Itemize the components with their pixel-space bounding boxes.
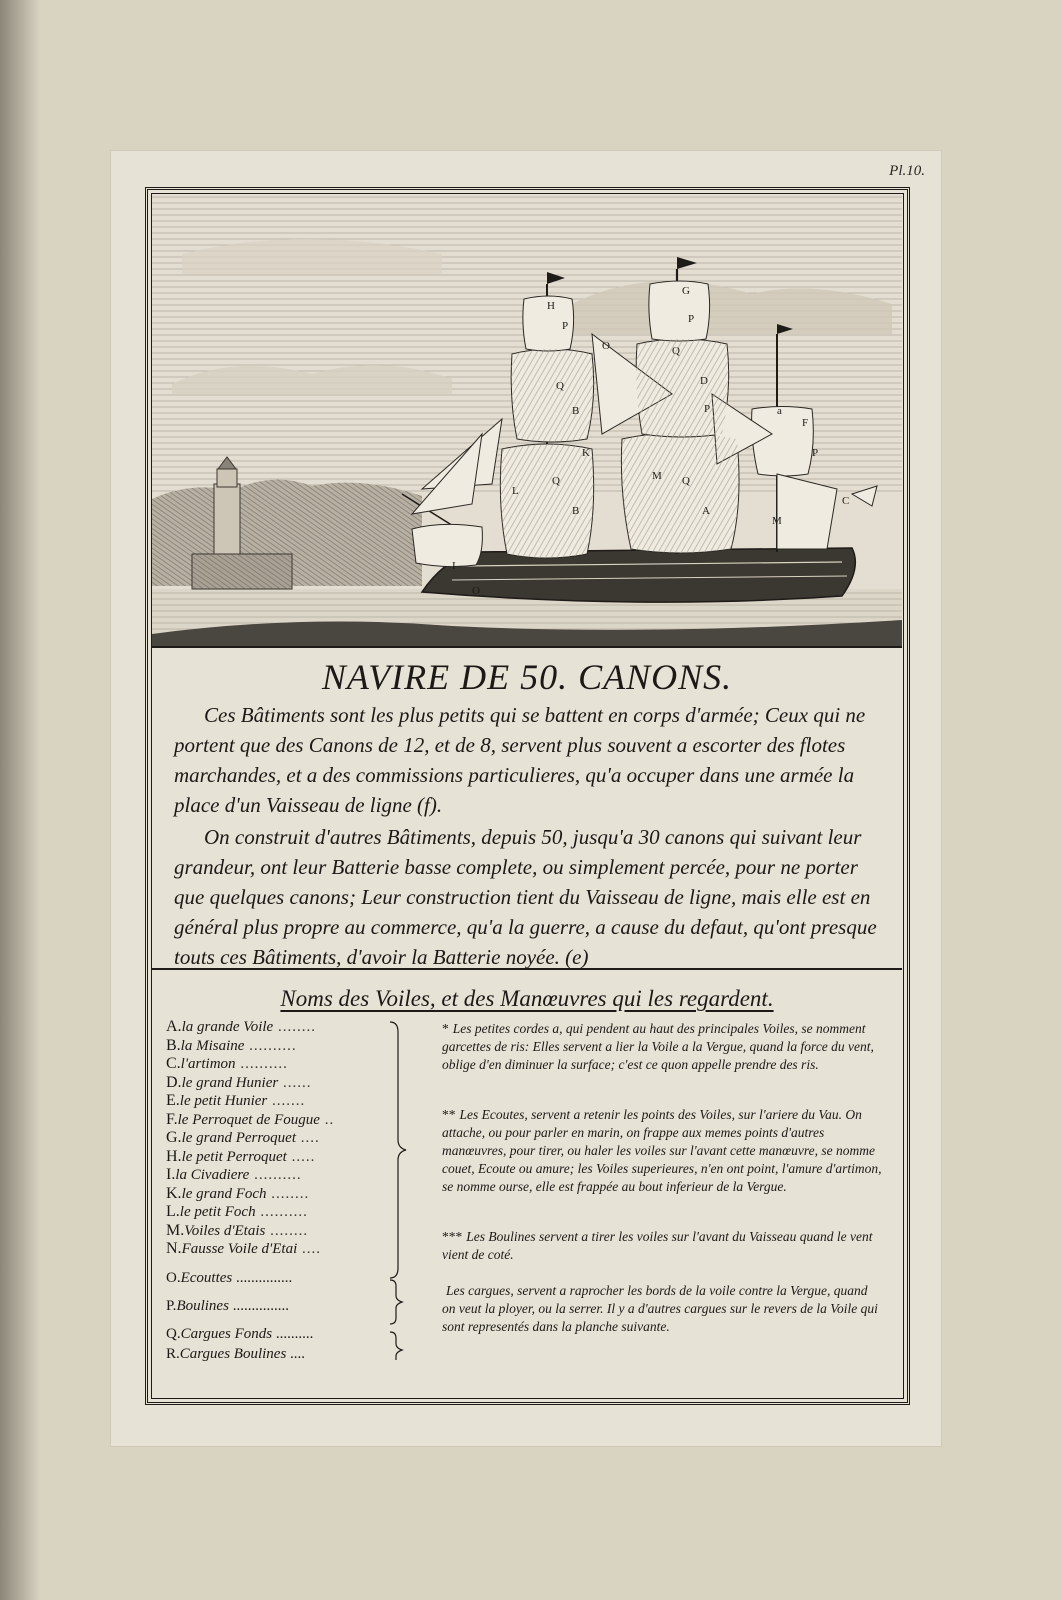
note-bowlines: *** Les Boulines servent a tirer les voiles sur l'avant du Vaisseau quand le vent vient de coté. xyxy=(442,1229,873,1262)
inner-frame xyxy=(151,193,904,1399)
svg-text:D: D xyxy=(700,375,708,387)
svg-text:Q: Q xyxy=(556,380,564,392)
svg-text:M: M xyxy=(652,470,662,482)
legend-item: F.le Perroquet de Fougue .. xyxy=(166,1110,335,1128)
legend-item: C.l'artimon .......... xyxy=(166,1055,288,1072)
description-panel xyxy=(152,648,902,970)
svg-text:L: L xyxy=(512,485,519,497)
ship-hull xyxy=(422,548,855,602)
svg-text:F: F xyxy=(802,417,809,429)
sail-spritsail xyxy=(412,524,482,566)
legend-item: O.Ecouttes ............... xyxy=(166,1270,293,1286)
sail-names-list xyxy=(166,1018,396,1259)
plate-number: Pl.10. xyxy=(889,163,925,179)
svg-text:P: P xyxy=(812,447,819,459)
legend-item: H.le petit Perroquet ..... xyxy=(166,1147,316,1165)
svg-text:A: A xyxy=(702,505,710,517)
legend-item: M.Voiles d'Etais ........ xyxy=(166,1221,309,1239)
svg-text:B: B xyxy=(572,405,580,417)
svg-text:I: I xyxy=(452,560,456,572)
engraved-plate xyxy=(110,150,942,1447)
legend-item: G.le grand Perroquet .... xyxy=(166,1129,320,1146)
legend-item: L.le petit Foch .......... xyxy=(166,1203,308,1220)
brace-connectors xyxy=(382,1020,422,1360)
svg-text:Q: Q xyxy=(672,345,680,357)
legend-item: B.la Misaine .......... xyxy=(166,1036,297,1054)
svg-text:M: M xyxy=(772,515,782,527)
legend-item: P.Boulines ............... xyxy=(166,1298,289,1314)
svg-text:a: a xyxy=(777,405,782,417)
svg-text:O: O xyxy=(602,340,610,352)
legend-item: A.la grande Voile ........ xyxy=(166,1018,316,1035)
svg-text:Q: Q xyxy=(552,475,560,487)
legend-item: D.le grand Hunier ...... xyxy=(166,1073,312,1091)
ship-illustration xyxy=(152,194,902,648)
svg-text:C: C xyxy=(842,495,850,507)
book-gutter-shadow xyxy=(0,0,40,1600)
ship-engraving xyxy=(152,194,902,646)
svg-text:P: P xyxy=(562,320,569,332)
svg-text:K: K xyxy=(582,447,590,459)
legend-item: K.le grand Foch ........ xyxy=(166,1184,310,1202)
svg-text:O: O xyxy=(472,585,480,597)
legend-item: E.le petit Hunier ....... xyxy=(166,1092,306,1109)
svg-text:P: P xyxy=(688,313,695,325)
description-paragraph: On construit d'autres Bâtiments, depuis 50, jusqu'a 30 canons qui suivant leur grandeur, ont leur Batterie basse complete, ou simplement percée, pour ne porter que quelques canons; Leur construction tient du Vaisseau de ligne, mais elle est en général plus propre au commerce, qu'a la guerre, a cause du defaut, qu'ont presque touts ces Bâtiments, d'avoir la Batterie noyée. (e) xyxy=(174,825,877,969)
note-clewlines: Les cargues, servent a raprocher les bords de la voile contre la Vergue, quand on veut la ployer, ou la serrer. Il y a d'autres cargues sur le revers de la Voile qui sont representés dans la planche suivante. xyxy=(442,1283,878,1334)
svg-text:Q: Q xyxy=(682,475,690,487)
svg-text:H: H xyxy=(547,300,555,312)
manoeuvres-list xyxy=(166,1270,396,1366)
legend-title: Noms des Voiles, et des Manœuvres qui les regardent. xyxy=(280,986,774,1011)
svg-text:P: P xyxy=(704,403,711,415)
description-paragraph: Ces Bâtiments sont les plus petits qui se battent en corps d'armée; Ceux qui ne portent que des Canons de 12, et de 8, servent plus souvent a escorter des flotes marchandes, et a des commissions particulieres, qu'a occuper dans une armée la place d'un Vaisseau de ligne (f). xyxy=(174,703,866,817)
svg-text:B: B xyxy=(572,505,580,517)
plate-title: NAVIRE DE 50. CANONS. xyxy=(321,657,733,697)
legend-item: R.Cargues Boulines .... xyxy=(166,1346,306,1362)
svg-text:G: G xyxy=(682,285,690,297)
legend-item: N.Fausse Voile d'Etai .... xyxy=(166,1240,322,1257)
note-reef-points: * Les petites cordes a, qui pendent au haut des principales Voiles, se nomment garcettes de ris: Elles servent a lier la Voile a la Vergue, quand la force du vent, oblige d'en diminuer la surface; c'est ce quon appelle prendre des ris. xyxy=(442,1021,874,1072)
note-sheets: ** Les Ecoutes, servent a retenir les points des Voiles, sur l'ariere du Vau. On attache, ou pour parler en marin, on frappe aux memes points d'autres manœuvres, pour tirer, ou haler les voiles sur l'avant cette manœuvre, se nomme couet, Ecoute ou amure; les Voiles superieures, n'en ont point, l'amure d'artimon, se nomme ourse, elle est frappée au bout inferieur de la Vergue. xyxy=(442,1107,882,1194)
legend-panel xyxy=(152,970,902,1400)
sail-main-topgallant xyxy=(649,281,710,341)
legend-item: Q.Cargues Fonds .......... xyxy=(166,1326,314,1342)
legend-item: I.la Civadiere .......... xyxy=(166,1166,302,1183)
